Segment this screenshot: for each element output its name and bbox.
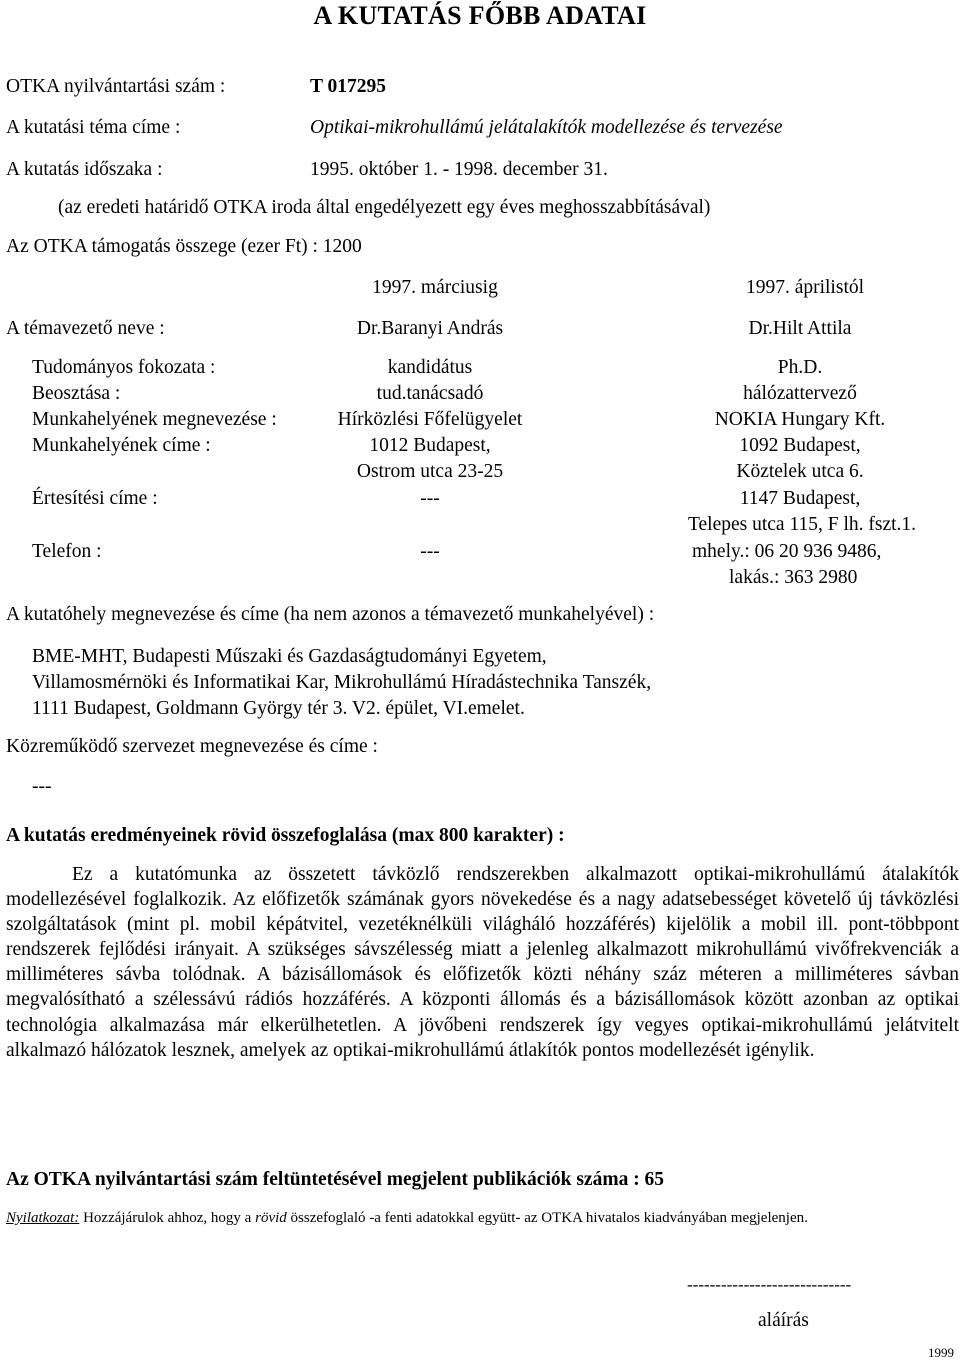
position-1: tud.tanácsadó xyxy=(376,383,484,404)
otka-id-label: OTKA nyilvántartási szám : xyxy=(6,76,226,97)
topic-label: A kutatási téma címe : xyxy=(6,117,181,138)
contact-address-label: Értesítési címe : xyxy=(32,488,158,509)
summary-body: Ez a kutatómunka az összetett távközlő rendszerekben alkalmazott optikai-mikrohullámú átalakítók modellezésével foglalkozik. Az előfizetők számának gyors növekedése és a nagy adatsebességet követelő új távközlési szolgáltatások (mint pl. mobil képátvitel, vezetéknélküli világháló hozzáférés) kijelölik a mobil ill. pont-többpont rendszerek fejlődési irányait. A szükséges sávszélesség miatt a jelenleg alkalmazott mikrohullámú vivőfrekvenciák a milliméteres sávba tolódnak. A bázisállomások és előfizetők közti néhány száz méteren a milliméteres sávban megvalósítható a szélessávú rádiós hozzáférés. A központi állomás és a bázisállomások között azonban az optikai technológia alkalmazása már elkerülhetetlen. A jövőbeni rendszerek így vegyes optikai-mikrohullámú jelátvitelt alkalmazó hálózatok lesznek, amelyek az optikai-mikrohullámú átlakítók pontos modellezését igénylik. xyxy=(6,864,959,1061)
leader-period-1: 1997. márciusig xyxy=(372,277,498,298)
year: 1999 xyxy=(928,1345,954,1360)
summary-text xyxy=(6,862,959,1063)
workplace-1: Hírközlési Főfelügyelet xyxy=(337,409,523,430)
phone-2: mhely.: 06 20 936 9486, xyxy=(692,541,882,562)
declaration-label: Nyilatkozat: xyxy=(6,1210,80,1226)
leader-name-1: Dr.Baranyi András xyxy=(356,318,504,339)
degree-1: kandidátus xyxy=(387,357,473,378)
workplace-address-2: 1092 Budapest, xyxy=(739,435,861,456)
degree-2: Ph.D. xyxy=(777,357,823,378)
position-label: Beosztása : xyxy=(32,383,121,404)
institute-line-1: BME-MHT, Budapesti Műszaki és Gazdaságtudományi Egyetem, xyxy=(32,646,547,667)
declaration xyxy=(6,1211,808,1226)
partner-heading: Közreműködő szervezet megnevezése és címe : xyxy=(6,736,378,757)
otka-id-value: T 017295 xyxy=(310,76,387,97)
declaration-pre: Hozzájárulok ahhoz, hogy a xyxy=(79,1210,256,1226)
institute-heading: A kutatóhely megnevezése és címe (ha nem azonos a témavezető munkahelyével) : xyxy=(6,604,655,625)
institute-line-2: Villamosmérnöki és Informatikai Kar, Mikrohullámú Híradástechnika Tanszék, xyxy=(32,672,652,693)
workplace-address-2b: Köztelek utca 6. xyxy=(736,461,864,482)
leader-name-label: A témavezető neve : xyxy=(6,318,165,339)
summary-heading: A kutatás eredményeinek rövid összefoglalása (max 800 karakter) : xyxy=(6,825,565,846)
phone-1: --- xyxy=(420,541,440,562)
position-2: hálózattervező xyxy=(743,383,857,404)
period-value: 1995. október 1. - 1998. december 31. xyxy=(310,159,608,180)
declaration-emph: rövid xyxy=(255,1210,287,1226)
declaration-post: összefoglaló -a fenti adatokkal együtt- az OTKA hivatalos kiadványában megjelenjen. xyxy=(286,1210,808,1226)
phone-2b: lakás.: 363 2980 xyxy=(729,567,858,588)
contact-address-2: 1147 Budapest, xyxy=(739,488,861,509)
signature-label: aláírás xyxy=(758,1310,809,1331)
funding-text: Az OTKA támogatás összege (ezer Ft) : 1200 xyxy=(6,236,362,257)
topic-value: Optikai-mikrohullámú jelátalakítók modellezése és tervezése xyxy=(310,117,783,138)
page-title: A KUTATÁS FŐBB ADATAI xyxy=(313,1,647,30)
publications-count: Az OTKA nyilvántartási szám feltüntetésével megjelent publikációk száma : 65 xyxy=(6,1169,665,1190)
leader-period-2: 1997. áprilistól xyxy=(745,277,865,298)
signature-line: ----------------------------- xyxy=(687,1275,852,1294)
workplace-address-1: 1012 Budapest, xyxy=(369,435,491,456)
workplace-address-label: Munkahelyének címe : xyxy=(32,435,211,456)
workplace-address-1b: Ostrom utca 23-25 xyxy=(356,461,504,482)
phone-label: Telefon : xyxy=(32,541,102,562)
degree-label: Tudományos fokozata : xyxy=(32,357,216,378)
contact-address-1: --- xyxy=(420,488,440,509)
period-note: (az eredeti határidő OTKA iroda által engedélyezett egy éves meghosszabbításával) xyxy=(58,197,711,218)
workplace-2: NOKIA Hungary Kft. xyxy=(714,409,886,430)
contact-address-2b: Telepes utca 115, F lh. fszt.1. xyxy=(687,514,917,535)
leader-name-2: Dr.Hilt Attila xyxy=(748,318,852,339)
institute-line-3: 1111 Budapest, Goldmann György tér 3. V2. épület, VI.emelet. xyxy=(32,698,525,719)
period-label: A kutatás időszaka : xyxy=(6,159,163,180)
workplace-label: Munkahelyének megnevezése : xyxy=(32,409,277,430)
partner-value: --- xyxy=(32,776,52,797)
